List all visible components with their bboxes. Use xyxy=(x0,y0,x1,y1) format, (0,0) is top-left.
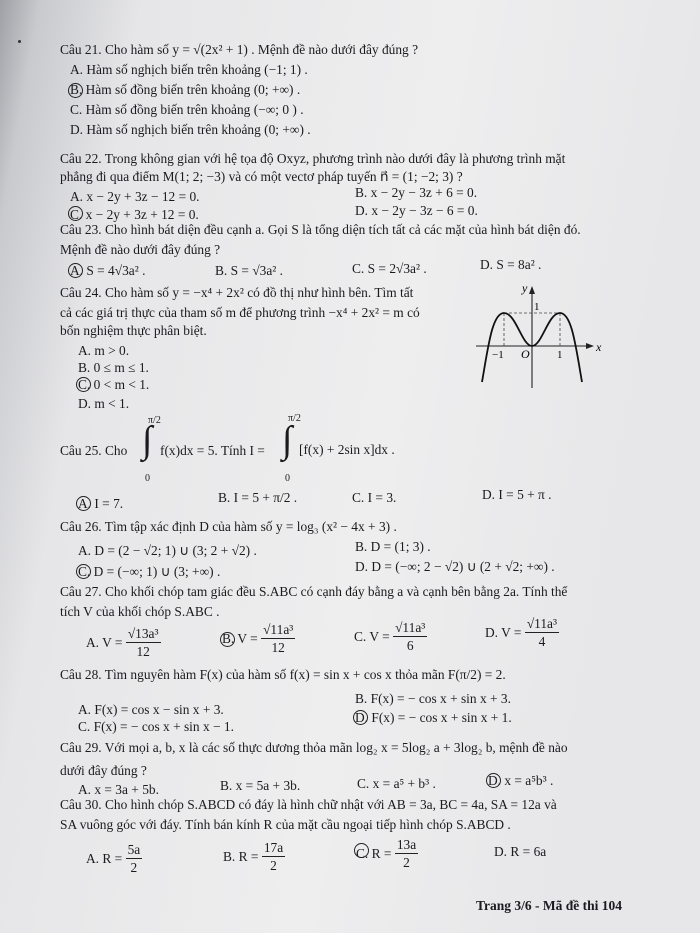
q28-option-d: D. F(x) = − cos x + sin x + 1. xyxy=(355,710,512,725)
q27-a-den: 12 xyxy=(136,644,150,659)
q25-int2-lower: 0 xyxy=(285,473,290,484)
q21-option-d: D. Hàm số nghịch biến trên khoảng (0; +∞) . xyxy=(70,122,311,137)
answer-circle-q26 xyxy=(76,564,91,579)
q23-option-d: D. S = 8a² . xyxy=(480,257,542,272)
q22-option-c: C. x − 2y + 3z + 12 = 0. xyxy=(70,207,199,222)
q23-stem-line1: Câu 23. Cho hình bát diện đều cạnh a. Gọi S là tổng diện tích tất cả các mặt của hình bát diện đó. xyxy=(60,222,581,237)
q21-option-a: A. Hàm số nghịch biến trên khoảng (−1; 1) . xyxy=(70,62,308,77)
q29-stem-line2: dưới đây đúng ? xyxy=(60,763,147,778)
q25-option-a: A. I = 7. xyxy=(78,496,124,511)
answer-circle-q30 xyxy=(354,843,369,858)
graph-tick-neg: −1 xyxy=(492,349,504,361)
q26-option-b: B. D = (1; 3) . xyxy=(355,539,431,554)
q27-option-d xyxy=(485,615,559,650)
answer-circle-q23 xyxy=(68,263,83,278)
q29-option-c: C. x = a⁵ + b³ . xyxy=(357,776,436,791)
quartic-graph xyxy=(470,278,620,390)
q27-a-num: √13a³ xyxy=(127,626,159,641)
q22-option-d: D. x − 2y − 3z − 6 = 0. xyxy=(355,203,478,218)
answer-circle-q29 xyxy=(486,773,501,788)
q30-stem-line2: SA vuông góc với đáy. Tính bán kính R của mặt cầu ngoại tiếp hình chóp S.ABCD . xyxy=(60,817,511,832)
q25-integral-sign-1: ∫ xyxy=(142,419,153,461)
q24-stem-line2: cả các giá trị thực của tham số m để phương trình −x⁴ + 2x² = m có xyxy=(60,305,420,320)
q21-option-b: B. Hàm số đồng biến trên khoảng (0; +∞) . xyxy=(70,82,301,97)
q29-stem-line1: Câu 29. Với mọi a, b, x là các số thực dương thỏa mãn log₂ x = 5log₂ a + 3log₂ b, mệnh đề nào xyxy=(60,740,568,755)
graph-y-label: y xyxy=(522,281,528,295)
q24-option-c: C. 0 < m < 1. xyxy=(78,377,150,392)
q25-option-b: B. I = 5 + π/2 . xyxy=(218,490,298,505)
q24-option-b: B. 0 ≤ m ≤ 1. xyxy=(78,360,149,375)
answer-circle-q28 xyxy=(353,710,368,725)
q30-b-num: 17a xyxy=(263,840,284,855)
q27-d-den: 4 xyxy=(538,634,546,649)
q30-stem-line1: Câu 30. Cho hình chóp S.ABCD có đáy là hình chữ nhật với AB = 3a, BC = 4a, SA = 12a và xyxy=(60,797,557,812)
q30-c-num: 13a xyxy=(396,837,417,852)
q28-option-b: B. F(x) = − cos x + sin x + 3. xyxy=(355,691,511,706)
q30-option-a xyxy=(86,841,142,876)
answer-circle-q24 xyxy=(76,377,91,392)
q27-c-label: C. V = xyxy=(354,629,390,644)
q30-a-den: 2 xyxy=(130,860,138,875)
q30-a-label: A. R = xyxy=(86,851,123,866)
q29-option-a: A. x = 3a + 5b. xyxy=(78,782,159,797)
q23-option-a: A. S = 4√3a² . xyxy=(70,263,146,278)
q30-option-b xyxy=(223,839,285,874)
q30-c-den: 2 xyxy=(403,855,410,870)
page-footer: Trang 3/6 - Mã đề thi 104 xyxy=(476,898,622,913)
q25-option-c: C. I = 3. xyxy=(352,490,397,505)
q30-d-label: D. R = xyxy=(494,844,531,859)
q27-stem-line2: tích V của khối chóp S.ABC . xyxy=(60,604,220,619)
q27-b-label: B. V = xyxy=(222,631,258,646)
q30-b-den: 2 xyxy=(270,858,277,873)
q21-option-c: C. Hàm số đồng biến trên khoảng (−∞; 0 ) . xyxy=(70,102,304,117)
q27-stem-line1: Câu 27. Cho khối chóp tam giác đều S.ABC có cạnh đáy bằng a và cạnh bên bằng 2a. Tính thể xyxy=(60,584,568,599)
q29-option-d: D. x = a⁵b³ . xyxy=(488,773,554,788)
q29-option-b: B. x = 5a + 3b. xyxy=(220,778,301,793)
q22-stem-line2: phẳng đi qua điểm M(1; 2; −3) và có một vectơ pháp tuyến n⃗ = (1; −2; 3) ? xyxy=(60,169,463,184)
q25-int2: [f(x) + 2sin x]dx . xyxy=(299,442,395,457)
q30-option-d xyxy=(494,843,546,861)
q24-option-a: A. m > 0. xyxy=(78,343,130,358)
q25-option-d: D. I = 5 + π . xyxy=(482,487,552,502)
q27-option-c xyxy=(354,619,427,654)
q25-int2-upper: π/2 xyxy=(288,413,301,424)
answer-circle-q27 xyxy=(220,632,235,647)
q22-stem-line1: Câu 22. Trong không gian với hệ tọa độ Oxyz, phương trình nào dưới đây là phương trình mặt xyxy=(60,151,566,166)
graph-tick-pos: 1 xyxy=(557,349,563,361)
graph-origin: O xyxy=(521,347,530,361)
q27-b-den: 12 xyxy=(271,640,285,655)
q27-option-a xyxy=(86,625,161,660)
answer-circle-q22 xyxy=(68,206,83,221)
answer-circle-q25 xyxy=(76,496,91,511)
q30-b-label: B. R = xyxy=(223,849,259,864)
graph-tick-y: 1 xyxy=(534,301,540,313)
q30-d-num: 6a xyxy=(533,844,547,859)
q27-c-num: √11a³ xyxy=(395,620,426,635)
q27-d-label: D. V = xyxy=(485,625,522,640)
q22-option-b: B. x − 2y − 3z + 6 = 0. xyxy=(355,185,478,200)
q26-stem: Câu 26. Tìm tập xác định D của hàm số y = log₃ (x² − 4x + 3) . xyxy=(60,519,397,534)
q28-stem: Câu 28. Tìm nguyên hàm F(x) của hàm số f(x) = sin x + cos x thỏa mãn F(π/2) = 2. xyxy=(60,667,506,682)
graph-x-label: x xyxy=(596,340,602,354)
q27-c-den: 6 xyxy=(406,638,414,653)
q26-option-a: A. D = (2 − √2; 1) ∪ (3; 2 + √2) . xyxy=(78,543,257,558)
q30-c-label: C. R = xyxy=(356,846,392,861)
q24-stem-line3: bốn nghiệm thực phân biệt. xyxy=(60,323,207,338)
q23-option-b: B. S = √3a² . xyxy=(215,263,284,278)
q28-option-c: C. F(x) = − cos x + sin x − 1. xyxy=(78,719,234,734)
q24-option-d: D. m < 1. xyxy=(78,396,130,411)
q30-a-num: 5a xyxy=(127,842,141,857)
q27-b-num: √11a³ xyxy=(263,622,294,637)
q23-stem-line2: Mệnh đề nào dưới đây đúng ? xyxy=(60,242,221,257)
answer-circle-q21 xyxy=(68,83,83,98)
q25-int1-lower: 0 xyxy=(145,473,150,484)
q27-d-num: √11a³ xyxy=(526,616,558,631)
speck xyxy=(18,40,21,43)
q27-a-label: A. V = xyxy=(86,635,123,650)
q28-option-a: A. F(x) = cos x − sin x + 3. xyxy=(78,702,224,717)
q25-int1: f(x)dx = 5. Tính I = xyxy=(160,443,265,458)
q22-option-a: A. x − 2y + 3z − 12 = 0. xyxy=(70,189,200,204)
q24-stem-line1: Câu 24. Cho hàm số y = −x⁴ + 2x² có đồ thị như hình bên. Tìm tất xyxy=(60,285,414,300)
q25-integral-sign-2: ∫ xyxy=(282,419,293,461)
q21-stem: Câu 21. Cho hàm số y = √(2x² + 1) . Mệnh đề nào dưới đây đúng ? xyxy=(60,42,419,57)
q23-option-c: C. S = 2√3a² . xyxy=(352,261,427,276)
q25-int1-upper: π/2 xyxy=(148,415,161,426)
q26-option-d: D. D = (−∞; 2 − √2) ∪ (2 + √2; +∞) . xyxy=(355,559,555,574)
q26-option-c: C. D = (−∞; 1) ∪ (3; +∞) . xyxy=(78,564,221,579)
q25-prefix: Câu 25. Cho xyxy=(60,443,128,458)
